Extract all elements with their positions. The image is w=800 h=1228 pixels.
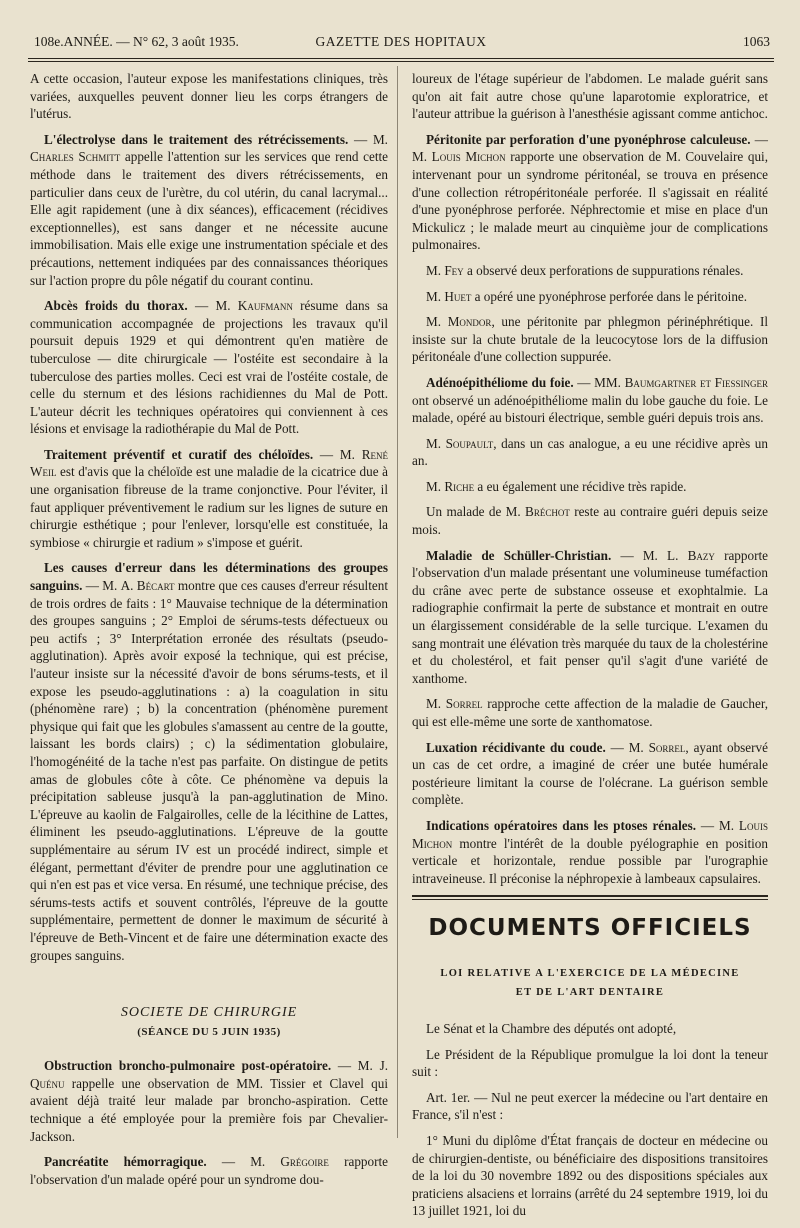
seance-date: (SÉANCE DU 5 JUIN 1935)	[137, 1025, 281, 1038]
article-groupes-sanguins: Les causes d'erreur dans les déterminations des groupes sanguins. — M. A. Bécart montre que ces causes d'erreur résultent de trois ordres de faits : 1° Mauvaise technique de la détermination des groupes sanguins ; 2° Emploi de sérums-tests défectueux ou peu actifs ; 3° Interprétation erronée des résultats (pseudo-agglutination). Après avoir exposé la technique, qui est précise, l'auteur insiste sur la nécessité d'avoir de bons sérums-tests, et il expose les pseudo-agglutinations : a) la coagulation in situ (phénomène rare) ; b) la concentration (phénomène purement physique qui fait que les globules s'amassent au centre de la goutte, laissant les bords clairs) ; c) la sédimentation globulaire, l'homogénéité de la tache n'est pas parfaite. On distingue de petits amas de globules côte à côte. Ce phénomène va depuis la précipitation sableuse jusqu'à la pan-agglutination de Mino. L'épreuve au kaolin de Falgairolles, celle de la lécithine de Lattes, éliminent les pseudo-agglutinations. L'épreuve de la goutte supplémentaire au sérum IV est un procédé indirect, simple et élégant, permettant d'éviter de prendre pour une agglutination ce qui n'en est pas et vice versa. En résumé, une technique précise, des sérums-tests actifs et souvent contrôlés, l'épreuve de la goutte supplémentaire, permettent de donner le maximum de sécurité à l'épreuve de Beth-Vincent et de faire une détermination exacte des groupes sanguins.	[30, 560, 388, 963]
paragraph: M. Mondor, une péritonite par phlegmon périnéphrétique. Il insiste sur la chute brutale de la leucocytose lors de la diffusion péritonéale d'une collection suppurée.	[412, 314, 768, 365]
paragraph: M. Soupault, dans un cas analogue, a eu une récidive après un an.	[412, 435, 768, 469]
paragraph: M. Huet a opéré une pyonéphrose perforée dans le péritoine.	[426, 288, 748, 304]
journal-title: GAZETTE DES HOPITAUX	[315, 34, 487, 49]
article-abces: Abcès froids du thorax. — M. Kaufmann résume dans sa communication accompagnée de projections les travaux qu'il poursuit depuis 1929 et qui démontrent qu'en matière de tuberculose — dite chirurgicale — l'ostéite est secondaire à la tuberculose des parties molles. Ceci est vrai de l'ostéite costale, de celle du sternum et des lésions rachidiennes du Mal de Pott. L'auteur décrit les techniques opératoires qui conviennent à ces lésions et envisage la radiothérapie du Mal de Pott.	[30, 298, 388, 437]
page-number: 1063	[743, 34, 770, 49]
header-rule-2	[28, 61, 774, 62]
column-divider	[397, 66, 398, 1138]
article-pancreatite: Pancréatite hémorragique. — M. Grégoire rapporte l'observation d'un malade opéré pour un syndrome dou-	[30, 1154, 389, 1187]
header-rule	[28, 58, 774, 59]
article-cheloides: Traitement préventif et curatif des chéloïdes. — M. René Weil est d'avis que la chéloïde est une maladie de la cicatrice due à une organisation fibreuse de la trame conjonctive. Pour l'éviter, il faut appliquer préventivement le radium sur les lignes de suture en chirurgie esthétique ; pour l'enlever, lorsqu'elle est constituée, la symbiose « chirurgie et radium » s'impose et guérit.	[30, 446, 388, 550]
society-heading: SOCIETE DE CHIRURGIE	[120, 1005, 298, 1021]
article-peritonite: Péritonite par perforation d'une pyonéphrose calculeuse. — M. Louis Michon rapporte une observation de M. Couvelaire qui, intervenant pour un syndrome péritonéal, se trouva en présence d'une collection rétropéritonéale perforée. Il s'agissait en réalité d'une pyonéphrose perforée. Néphrectomie et mise en place d'un Mickulicz ; le malade meurt au cinquième jour de complications pulmonaires.	[412, 131, 769, 253]
paragraph: M. Sorrel rapproche cette affection de la maladie de Gaucher, qui est elle-même une sorte de xanthomatose.	[412, 696, 768, 729]
law-paragraph: Le Sénat et la Chambre des députés ont adopté,	[426, 1020, 677, 1036]
page-header	[28, 30, 774, 56]
article-ptoses: Indications opératoires dans les ptoses rénales. — M. Louis Michon montre l'intérêt de la double pyélographie en position verticale et horizontale, rendue possible par l'urographie intraveineuse. Il préconise la néphropexie à lambeaux capsulaires.	[412, 817, 768, 886]
left-column	[30, 70, 388, 1196]
issue-info: 108e.ANNÉE. — N° 62, 3 août 1935.	[34, 34, 239, 49]
article-electrolyse: L'électrolyse dans le traitement des rétrécissements. — M. Charles Schmitt appelle l'attention sur les services que rend cette méthode dans le traitement des divers rétrécissements, en particulier dans ceux de l'urètre, du col utérin, du canal lacrymal... Elle agit rapidement (une à dix séances), efficacement (récidives exceptionnelles), est sans danger et ne nécessite aucune immobilisation. Mais elle exige une instrumentation spéciale et des précautions, nettement indiquées par des connaissances théoriques sur l'action propre du pôle négatif du courant continu.	[30, 131, 389, 288]
article-luxation: Luxation récidivante du coude. — M. Sorrel, ayant observé un cas de cet ordre, a imaginé de créer une butée humérale postérieure limitant la course de l'olécrane. La guérison semble complète.	[412, 739, 768, 808]
paragraph: M. Riche a eu également une récidive très rapide.	[426, 478, 687, 494]
section-rule	[412, 895, 768, 900]
article-adenoepitheliome: Adénoépithéliome du foie. — MM. Baumgartner et Fiessinger ont observé un adénoépithéliome malin du lobe gauche du foie. Le malade, opéré au bistouri électrique, semble guéri depuis trois ans.	[412, 374, 768, 426]
right-column	[412, 70, 768, 1228]
article-obstruction: Obstruction broncho-pulmonaire post-opératoire. — M. J. Quénu rappelle une observation de MM. Tissier et Clavel qui avaient déjà traité leur malade par broncho-aspiration. Cette technique a été employée pour la première fois par Chevalier-Jackson.	[30, 1058, 388, 1144]
paragraph: M. Fey a observé deux perforations de suppurations rénales.	[426, 262, 744, 278]
law-article-1: Art. 1er. — Nul ne peut exercer la médecine ou l'art dentaire en France, s'il n'est :	[412, 1089, 768, 1123]
law-paragraph: Le Président de la République promulgue la loi dont la teneur suit :	[412, 1046, 768, 1080]
paragraph: loureux de l'étage supérieur de l'abdomen. Le malade guérit sans qu'on ait fait autre chose qu'une laparotomie exploratrice, et l'auteur attribue la guérison à l'anesthésie agissant comme antichoc.	[412, 71, 768, 122]
law-title: LOI RELATIVE A L'EXERCICE DE LA MÉDECINE ET DE L'ART DENTAIRE	[440, 967, 740, 998]
law-paragraph: 1° Muni du diplôme d'État français de docteur en médecine ou de chirurgien-dentiste, ou bénéficiaire des dispositions transitoires de la loi du 30 novembre 1892 ou des dispositions spéciales aux praticiens alsaciens et lorrains (arrêté du 24 septembre 1919, loi du 13 juillet 1921, loi du	[412, 1132, 768, 1219]
paragraph: A cette occasion, l'auteur expose les manifestations cliniques, très variées, auxquelles peuvent donner lieu les corps étrangers de l'utérus.	[30, 71, 388, 122]
documents-officiels-banner: DOCUMENTS OFFICIELS	[428, 915, 752, 942]
paragraph: Un malade de M. Bréchot reste au contraire guéri depuis seize mois.	[412, 504, 768, 538]
article-schuller-christian: Maladie de Schüller-Christian. — M. L. Bazy rapporte l'observation d'un malade présentant une volumineuse tuméfaction du crâne avec perte de substance osseuse et exophtalmie. La radiographie confirmait la perte de substance et montrait en outre un élargissement considérable de la selle turcique. L'examen du sang montrait une élévation très marquée du taux de la cholestérine et du cholestérol, et fait penser qu'il s'agit d'une variété de xanthome.	[412, 547, 768, 686]
